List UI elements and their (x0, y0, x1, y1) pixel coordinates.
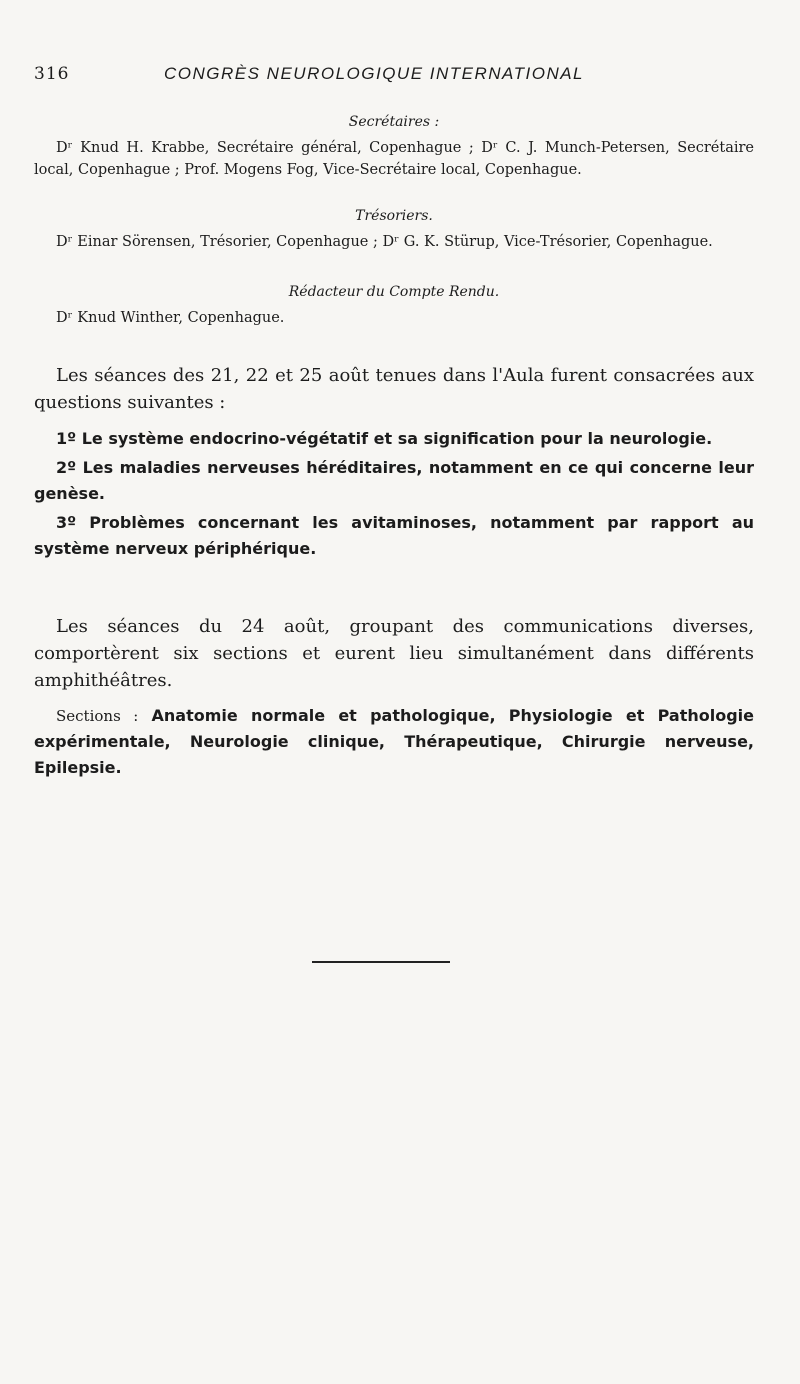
seances-intro-text: Les séances des 21, 22 et 25 août tenues dans l'Aula furent consacrées aux questions suivantes : (34, 365, 754, 413)
secretaires-text: Dʳ Knud H. Krabbe, Secrétaire général, Copenhague ; Dʳ C. J. Munch-Petersen, Secrétaire local, Copenhague ; Prof. Mogens Fog, Vice-Secrétaire local, Copenhague. (34, 140, 754, 178)
seances-intro (34, 362, 754, 416)
running-title: CONGRÈS NEUROLOGIQUE INTERNATIONAL (164, 64, 585, 83)
tresoriers-text: Dʳ Einar Sörensen, Trésorier, Copenhague ; Dʳ G. K. Stürup, Vice-Trésorier, Copenhague. (56, 234, 713, 250)
sections-paragraph (34, 703, 754, 781)
sections-line (34, 703, 754, 781)
redacteur-text: Dʳ Knud Winther, Copenhague. (56, 310, 285, 326)
redacteur-section (34, 284, 754, 329)
end-rule (312, 961, 450, 963)
seances-24 (34, 613, 754, 694)
question-item: 1º Le système endocrino-végétatif et sa signification pour la neurologie. (56, 429, 713, 448)
tresoriers-section (34, 208, 754, 253)
seances-24-text: Les séances du 24 août, groupant des communications diverses, comportèrent six sections et eurent lieu simultanément dans différents amphithéâtres. (34, 616, 754, 691)
question-item: 2º Les maladies nerveuses héréditaires, notamment en ce qui concerne leur genèse. (34, 458, 754, 503)
sections-label: Sections : (56, 707, 139, 725)
question-item: 3º Problèmes concernant les avitaminoses, notamment par rapport au système nerveux périphérique. (34, 513, 754, 558)
page-number: 316 (34, 64, 70, 84)
secretaires-heading: Secrétaires : (348, 114, 440, 130)
tresoriers-heading: Trésoriers. (355, 208, 433, 224)
secretaires-section (34, 114, 754, 181)
redacteur-heading: Rédacteur du Compte Rendu. (288, 284, 500, 300)
questions-list (34, 426, 754, 562)
sections-list: Anatomie normale et pathologique, Physiologie et Pathologie expérimentale, Neurologie clinique, Thérapeutique, Chirurgie nerveuse, Epilepsie. (34, 706, 754, 777)
